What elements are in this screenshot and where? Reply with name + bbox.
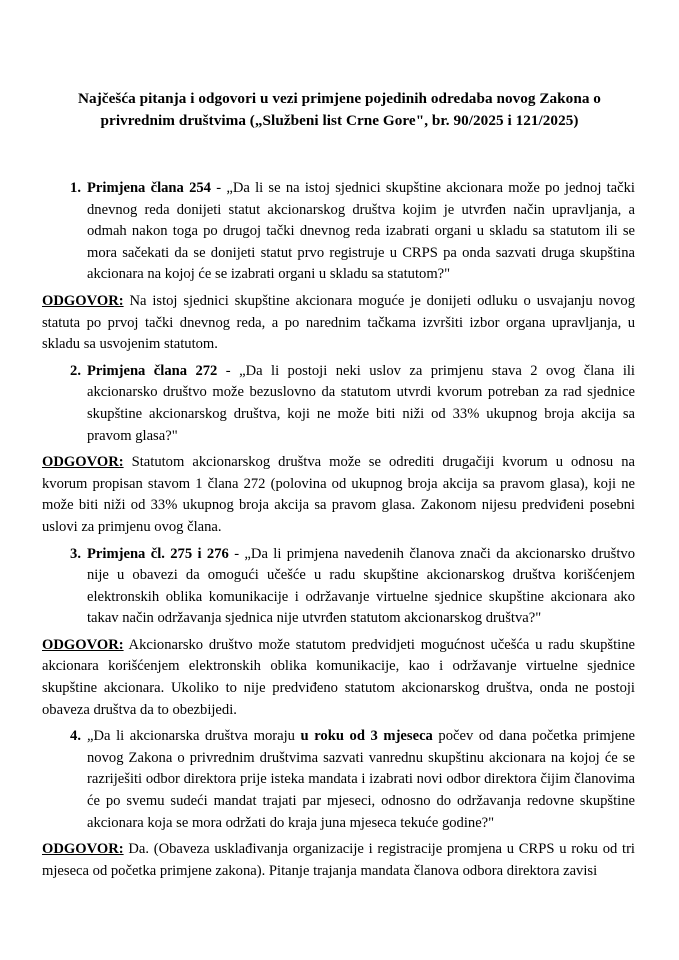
question-heading-3: Primjena čl. 275 i 276 — [87, 545, 229, 562]
question-separator-2: - — [217, 362, 240, 379]
question-text-4-part-2: počev od dana početka primjene novog Zakona o privrednim društvima sazvati vanrednu skupštinu akcionara na kojoj će se razriješiti odbor direktora prije isteka mandata i izabrati novi odbor direktora čijim članovima će po svemu sudeći mandat trajati par mjeseci, odnosno do održavanja redovne skupštine akcionara koja se mora održati do kraja juna mjeseca tekuće godine?" — [87, 728, 635, 831]
question-text-4-part-1: „Da li akcionarska društva moraju — [87, 728, 301, 745]
question-separator-3: - — [228, 545, 245, 562]
page-title-line-1: Najčešća pitanja i odgovori u vezi primjene pojedinih odredaba novog Zakona o — [78, 90, 601, 107]
question-item-3 — [42, 544, 635, 630]
answer-paragraph-1 — [42, 291, 635, 356]
question-text-2: „Da li postoji neki uslov za primjenu stava 2 ovog člana ili akcionarsko društvo može bezuslovno da statutom utvrdi kvorum potreban za rad sjednice skupštine akcionarskog društva, koji ne može biti niži od 33% ukupnog broja akcija sa pravom glasa?" — [87, 362, 635, 444]
question-number-2: 2. — [70, 362, 81, 379]
answer-label-1: ODGOVOR: — [42, 292, 124, 309]
answer-paragraph-2 — [42, 452, 635, 538]
question-text-4-emphasis: u roku od 3 mjeseca — [300, 728, 433, 745]
question-item-4 — [42, 726, 635, 834]
answer-text-1: Na istoj sjednici skupštine akcionara moguće je donijeti odluku o usvajanju novog statuta po prvoj tački dnevnog reda, a po narednim tačkama izvršiti izbor organa upravljanja, u skladu sa usvojenim statutom. — [42, 292, 635, 353]
answer-text-4: Da. (Obaveza usklađivanja organizacije i registracije promjena u CRPS u roku od tri mjeseca od početka primjene zakona). Pitanje trajanja mandata članova odbora direktora zavisi — [42, 841, 635, 879]
answer-paragraph-4 — [42, 839, 635, 882]
question-number-4: 4. — [70, 728, 81, 745]
page-title — [0, 0, 679, 132]
question-number-1: 1. — [70, 180, 81, 196]
qa-list — [42, 178, 635, 882]
answer-label-2: ODGOVOR: — [42, 454, 124, 471]
page-title-line-2: privrednim društvima („Službeni list Crne Gore", br. 90/2025 i 121/2025) — [100, 112, 579, 129]
answer-text-2: Statutom akcionarskog društva može se odrediti drugačiji kvorum u odnosu na kvorum propisan stavom 1 člana 272 (polovina od ukupnog broja akcija sa pravom glasa), koji ne može biti niži od 33% ukupnog broja akcija sa pravom glasa. Zakonom nijesu predviđeni posebni uslovi za primjenu ovog člana. — [42, 454, 635, 535]
answer-label-3: ODGOVOR: — [42, 636, 124, 653]
question-heading-2: Primjena člana 272 — [87, 362, 218, 379]
title-spacer — [0, 132, 679, 178]
question-item-1 — [42, 178, 635, 286]
answer-label-4: ODGOVOR: — [42, 841, 124, 858]
question-item-2 — [42, 361, 635, 447]
document-body — [0, 178, 679, 882]
answer-paragraph-3 — [42, 635, 635, 721]
question-heading-1: Primjena člana 254 — [87, 180, 211, 196]
answer-text-3: Akcionarsko društvo može statutom predvidjeti mogućnost učešća u radu skupštine akcionara korišćenjem elektronskih oblika komunikacije, kao i održavanje virtuelne sjednice skupštine akcionara. Ukoliko to nije predviđeno statutom akcionarskog društva, onda ne postoji obaveza društva da to obezbijedi. — [42, 636, 635, 718]
question-text-3: „Da li primjena navedenih članova znači da akcionarsko društvo nije u obavezi da omogući učešće u radu skupštine akcionarskog društva korišćenjem elektronskih oblika komunikacije i održavanje virtuelne sjednice skupštine akcionara ako takav način održavanja sjednica nije utvrđen statutom akcionarskog društva?" — [87, 545, 635, 627]
question-number-3: 3. — [70, 545, 81, 562]
question-separator-1: - — [210, 180, 227, 196]
question-text-1: „Da li se na istoj sjednici skupštine akcionara može po jednoj tački dnevnog reda donijeti statut akcionarskog društva kojim je utvrđen način upravljanja, a odmah nakon toga po drugoj tački dnevnog reda izabrati organi u skladu sa statutom ili se mora sačekati da se donijeti statut prvo registruje u CRPS pa onda sazvati druga skupština akcionara na kojoj će se izabrati organi u skladu sa statutom?" — [87, 180, 635, 283]
